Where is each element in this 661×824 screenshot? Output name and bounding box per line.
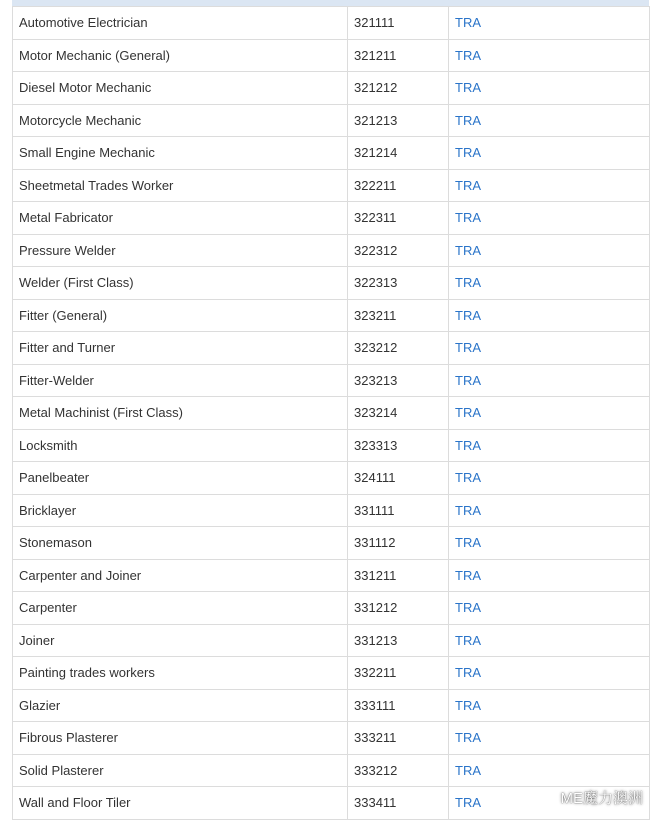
- assessing-authority-link[interactable]: TRA: [455, 177, 481, 193]
- table-row: [13, 169, 650, 202]
- assessing-authority-cell: [449, 624, 650, 657]
- occupation-cell: Fitter-Welder: [13, 364, 348, 397]
- assessing-authority-link[interactable]: TRA: [455, 242, 481, 258]
- occupation-cell: Pressure Welder: [13, 234, 348, 267]
- assessing-authority-cell: [449, 429, 650, 462]
- assessing-authority-cell: [449, 299, 650, 332]
- anzsco-code-cell: 332211: [348, 657, 449, 690]
- anzsco-code-cell: 322312: [348, 234, 449, 267]
- assessing-authority-link[interactable]: TRA: [455, 762, 481, 778]
- assessing-authority-link[interactable]: TRA: [455, 145, 481, 161]
- assessing-authority-cell: [449, 527, 650, 560]
- assessing-authority-cell: [449, 592, 650, 625]
- anzsco-code-cell: 333411: [348, 787, 449, 820]
- watermark: [528, 787, 643, 808]
- assessing-authority-cell: [449, 202, 650, 235]
- assessing-authority-cell: [449, 364, 650, 397]
- assessing-authority-cell: [449, 234, 650, 267]
- occupation-cell: Welder (First Class): [13, 267, 348, 300]
- assessing-authority-cell: [449, 39, 650, 72]
- table-row: [13, 72, 650, 105]
- occupation-cell: Panelbeater: [13, 462, 348, 495]
- assessing-authority-link[interactable]: TRA: [455, 210, 481, 226]
- occupation-cell: Motor Mechanic (General): [13, 39, 348, 72]
- assessing-authority-link[interactable]: TRA: [455, 632, 481, 648]
- anzsco-code-cell: 333212: [348, 754, 449, 787]
- assessing-authority-cell: [449, 267, 650, 300]
- occupation-cell: Small Engine Mechanic: [13, 137, 348, 170]
- table-row: [13, 462, 650, 495]
- assessing-authority-link[interactable]: TRA: [455, 502, 481, 518]
- assessing-authority-cell: [449, 559, 650, 592]
- assessing-authority-link[interactable]: TRA: [455, 275, 481, 291]
- assessing-authority-cell: [449, 332, 650, 365]
- table-row: [13, 624, 650, 657]
- occupation-table-container: [12, 6, 649, 820]
- anzsco-code-cell: 331213: [348, 624, 449, 657]
- occupation-cell: Locksmith: [13, 429, 348, 462]
- assessing-authority-link[interactable]: TRA: [455, 405, 481, 421]
- occupation-cell: Fibrous Plasterer: [13, 722, 348, 755]
- occupation-cell: Metal Fabricator: [13, 202, 348, 235]
- occupation-cell: Sheetmetal Trades Worker: [13, 169, 348, 202]
- table-row: [13, 592, 650, 625]
- assessing-authority-cell: [449, 72, 650, 105]
- occupation-cell: Joiner: [13, 624, 348, 657]
- anzsco-code-cell: 322211: [348, 169, 449, 202]
- assessing-authority-cell: [449, 494, 650, 527]
- anzsco-code-cell: 323313: [348, 429, 449, 462]
- anzsco-code-cell: 331212: [348, 592, 449, 625]
- occupation-cell: Motorcycle Mechanic: [13, 104, 348, 137]
- occupation-cell: Metal Machinist (First Class): [13, 397, 348, 430]
- anzsco-code-cell: 321111: [348, 7, 449, 40]
- occupation-cell: Carpenter: [13, 592, 348, 625]
- anzsco-code-cell: 323211: [348, 299, 449, 332]
- assessing-authority-cell: [449, 104, 650, 137]
- assessing-authority-link[interactable]: TRA: [455, 665, 481, 681]
- occupation-table: [12, 6, 650, 820]
- table-row: [13, 332, 650, 365]
- anzsco-code-cell: 323213: [348, 364, 449, 397]
- assessing-authority-link[interactable]: TRA: [455, 372, 481, 388]
- assessing-authority-link[interactable]: TRA: [455, 600, 481, 616]
- assessing-authority-link[interactable]: TRA: [455, 567, 481, 583]
- assessing-authority-cell: [449, 689, 650, 722]
- occupation-cell: Painting trades workers: [13, 657, 348, 690]
- table-row: [13, 299, 650, 332]
- table-row: [13, 267, 650, 300]
- assessing-authority-link[interactable]: TRA: [455, 80, 481, 96]
- occupation-table-body: [13, 7, 650, 820]
- table-row: [13, 234, 650, 267]
- occupation-cell: Stonemason: [13, 527, 348, 560]
- table-row: [13, 202, 650, 235]
- assessing-authority-cell: [449, 137, 650, 170]
- occupation-cell: Carpenter and Joiner: [13, 559, 348, 592]
- occupation-cell: Bricklayer: [13, 494, 348, 527]
- table-row: [13, 397, 650, 430]
- assessing-authority-link[interactable]: TRA: [455, 112, 481, 128]
- anzsco-code-cell: 333111: [348, 689, 449, 722]
- anzsco-code-cell: 321214: [348, 137, 449, 170]
- table-row: [13, 559, 650, 592]
- anzsco-code-cell: 324111: [348, 462, 449, 495]
- table-row: [13, 104, 650, 137]
- table-row: [13, 754, 650, 787]
- wechat-icon: [528, 788, 554, 808]
- anzsco-code-cell: 331112: [348, 527, 449, 560]
- assessing-authority-cell: [449, 657, 650, 690]
- occupation-cell: Solid Plasterer: [13, 754, 348, 787]
- assessing-authority-link[interactable]: TRA: [455, 15, 481, 31]
- assessing-authority-link[interactable]: TRA: [455, 340, 481, 356]
- anzsco-code-cell: 331111: [348, 494, 449, 527]
- anzsco-code-cell: 323212: [348, 332, 449, 365]
- assessing-authority-cell: [449, 462, 650, 495]
- assessing-authority-cell: [449, 397, 650, 430]
- occupation-cell: Automotive Electrician: [13, 7, 348, 40]
- anzsco-code-cell: 322311: [348, 202, 449, 235]
- anzsco-code-cell: 321213: [348, 104, 449, 137]
- assessing-authority-cell: [449, 722, 650, 755]
- table-row: [13, 137, 650, 170]
- table-row: [13, 494, 650, 527]
- occupation-cell: Diesel Motor Mechanic: [13, 72, 348, 105]
- assessing-authority-link[interactable]: TRA: [455, 795, 481, 811]
- table-row: [13, 657, 650, 690]
- table-row: [13, 39, 650, 72]
- assessing-authority-link[interactable]: TRA: [455, 307, 481, 323]
- assessing-authority-cell: [449, 7, 650, 40]
- assessing-authority-link[interactable]: TRA: [455, 437, 481, 453]
- anzsco-code-cell: 322313: [348, 267, 449, 300]
- assessing-authority-link[interactable]: TRA: [455, 470, 481, 486]
- assessing-authority-link[interactable]: TRA: [455, 730, 481, 746]
- assessing-authority-link[interactable]: TRA: [455, 697, 481, 713]
- anzsco-code-cell: 321212: [348, 72, 449, 105]
- occupation-cell: Fitter and Turner: [13, 332, 348, 365]
- table-row: [13, 527, 650, 560]
- anzsco-code-cell: 331211: [348, 559, 449, 592]
- table-row: [13, 364, 650, 397]
- table-row: [13, 689, 650, 722]
- assessing-authority-link[interactable]: TRA: [455, 535, 481, 551]
- occupation-cell: Fitter (General): [13, 299, 348, 332]
- anzsco-code-cell: 321211: [348, 39, 449, 72]
- occupation-cell: Wall and Floor Tiler: [13, 787, 348, 820]
- watermark-text: ME魔力澳洲: [560, 790, 643, 807]
- anzsco-code-cell: 323214: [348, 397, 449, 430]
- table-row: [13, 429, 650, 462]
- assessing-authority-link[interactable]: TRA: [455, 47, 481, 63]
- table-row: [13, 7, 650, 40]
- table-row: [13, 722, 650, 755]
- assessing-authority-cell: [449, 169, 650, 202]
- occupation-cell: Glazier: [13, 689, 348, 722]
- anzsco-code-cell: 333211: [348, 722, 449, 755]
- assessing-authority-cell: [449, 754, 650, 787]
